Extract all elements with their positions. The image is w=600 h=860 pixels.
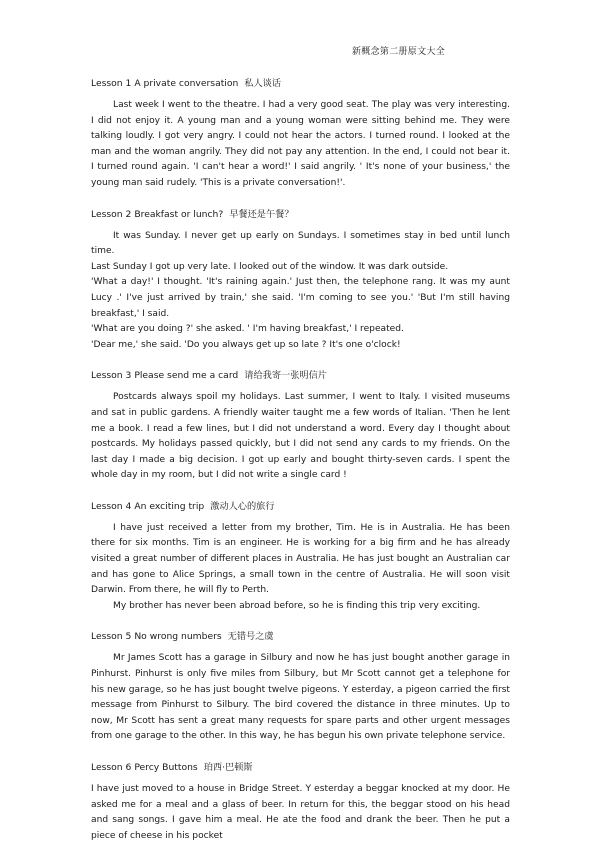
lesson-5 <box>91 630 510 745</box>
lesson-paragraph: It was Sunday. I never get up early on Sundays. I sometimes stay in bed until lunch time. <box>91 230 510 257</box>
lesson-paragraph: Last Sunday I got up very late. I looked out of the window. It was dark outside. <box>91 261 449 272</box>
lesson-paragraph: 'Dear me,' she said. 'Do you always get up so late ? It's one o'clock! <box>91 339 401 350</box>
lesson-title-en: Lesson 1 A private conversation <box>91 78 239 89</box>
lesson-4 <box>91 500 510 615</box>
lesson-title-cn: 激动人心的旅行 <box>210 500 275 512</box>
lesson-paragraph: I have just received a letter from my brother, Tim. He is in Australia. He has been there for six months. Tim is an engineer. He is working for a big firm and he has already visited a great number of different places in Australia. He has just bought an Australian car and has gone to Alice Springs, a small town in the centre of Australia. He will soon visit Darwin. From there, he will fly to Perth. <box>91 522 510 596</box>
lesson-title-cn: 请给我寄一张明信片 <box>244 370 327 382</box>
lesson-3 <box>91 369 510 484</box>
lesson-title <box>91 369 510 382</box>
lesson-paragraph: Last week I went to the theatre. I had a very good seat. The play was very interesting. I did not enjoy it. A young man and a young woman were sitting behind me. They were talking loudly. I got very angry. I could not hear the actors. I turned round. I looked at the man and the woman angrily. They did not pay any attention. In the end, I could not bear it. I turned round again. 'I can't hear a word!' I said angrily. ' It's none of your business,' the young man said rudely. 'This is a private conversation!'. <box>91 100 510 188</box>
lesson-paragraph: My brother has never been abroad before, so he is finding this trip very exciting. <box>113 600 481 611</box>
lesson-title-cn: 私人谈话 <box>244 78 282 89</box>
lesson-title <box>91 630 510 643</box>
lesson-title-en: Lesson 2 Breakfast or lunch? <box>91 208 224 220</box>
lesson-2 <box>91 208 510 354</box>
lesson-title <box>91 208 510 221</box>
lesson-title-en: Lesson 5 No wrong numbers <box>91 631 222 643</box>
lesson-title-cn: 无错号之虞 <box>227 631 274 643</box>
lesson-1 <box>91 77 510 192</box>
lesson-title <box>91 77 510 90</box>
lesson-paragraph: Postcards always spoil my holidays. Last summer, I went to Italy. I visited museums and sat in public gardens. A friendly waiter taught me a few words of Italian. 'Then he lent me a book. I read a few lines, but I did not understand a word. Every day I thought about postcards. My holidays passed quickly, but I did not send any cards to my friends. On the last day I made a big decision. I got up early and bought thirty-seven cards. I spent the whole day in my room, but I did not write a single card ! <box>91 392 510 481</box>
lesson-title-en: Lesson 6 Percy Buttons <box>91 762 198 773</box>
lesson-title-cn: 珀西·巴顿斯 <box>203 762 253 773</box>
lesson-title-en: Lesson 4 An exciting trip <box>91 500 205 512</box>
document-body <box>91 77 510 860</box>
lesson-paragraph: 'What are you doing ?' she asked. ' I'm having breakfast,' I repeated. <box>91 324 404 335</box>
lesson-6 <box>91 761 510 844</box>
lesson-paragraph: 'What a day!' I thought. 'It's raining again.' Just then, the telephone rang. It was my aunt Lucy .' I've just arrived by train,' she said. 'I'm coming to see you.' 'But I'm still having breakfast,' I said. <box>91 277 510 319</box>
lesson-paragraph: I have just moved to a house in Bridge Street. Y esterday a beggar knocked at my door. He asked me for a meal and a glass of beer. In return for this, the beggar stood on his head and sang songs. I gave him a meal. He ate the food and drank the beer. Then he put a piece of cheese in his pocket <box>91 784 510 841</box>
lesson-title <box>91 761 510 774</box>
lesson-title-cn: 早餐还是午餐？ <box>229 208 294 220</box>
lesson-title <box>91 500 510 513</box>
page-header: 新概念第二册原文大全 <box>352 47 446 57</box>
lesson-paragraph: Mr James Scott has a garage in Silbury and now he has just bought another garage in Pinhurst. Pinhurst is only five miles from Silbury, but Mr Scott cannot get a telephone for his new garage, so he has just bought twelve pigeons. Y esterday, a pigeon carried the first message from Pinhurst to Silbury. The bird covered the distance in three minutes. Up to now, Mr Scott has sent a great many requests for spare parts and other urgent messages from one garage to the other. In this way, he has begun his own private telephone service. <box>91 653 510 742</box>
lesson-title-en: Lesson 3 Please send me a card <box>91 370 239 382</box>
